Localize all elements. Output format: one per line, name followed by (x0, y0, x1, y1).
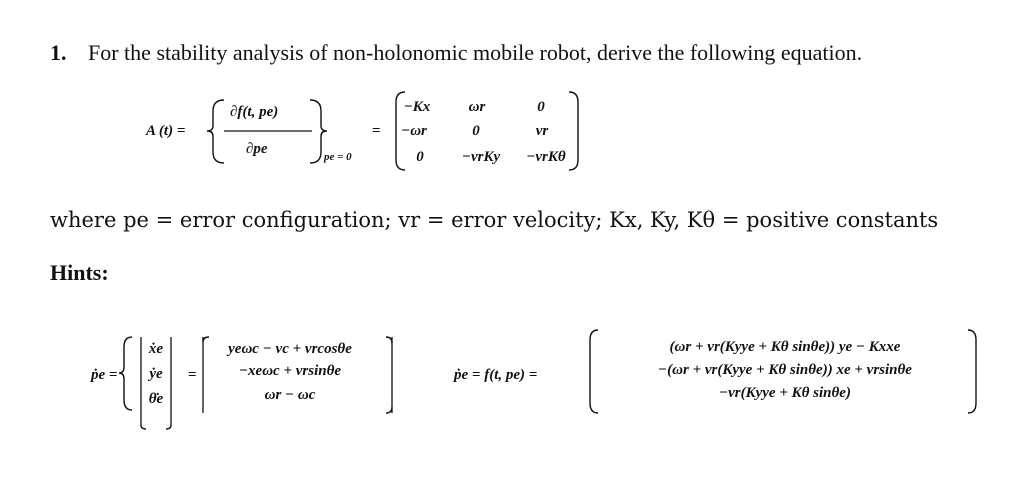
pe-dot-left-brace (119, 337, 132, 410)
kinematics-row-3: ωr − ωc (264, 387, 316, 403)
matrix-a-left-bracket (396, 92, 405, 170)
matrix-a-r1c2: ωr (468, 99, 486, 115)
state-vector-x: ẋe (148, 341, 164, 357)
hints-title: Hints: (50, 260, 109, 285)
f-row-1: (ωr + vr(Kyye + Kθ sinθe)) ye − Kxxe (669, 339, 901, 355)
kinematics-row-2: −xeωc + vrsinθe (238, 363, 342, 379)
f-row-3: −vr(Kyye + Kθ sinθe) (719, 385, 851, 401)
jacobian-right-brace (310, 100, 327, 163)
pe-dot-lhs: ṗe = (91, 367, 118, 383)
matrix-a-r2c2: 0 (472, 123, 480, 139)
jacobian-left-brace (207, 100, 224, 163)
equation-a-lhs: A (t) = (146, 123, 186, 139)
matrix-a-r1c3: 0 (537, 99, 545, 115)
matrix-a-r2c3: vr (535, 123, 549, 139)
matrix-a-r1c1: −Kx (403, 99, 431, 115)
matrix-a-right-bracket (569, 92, 578, 170)
kinematics-row-1: yeωc − vc + vrcosθe (228, 341, 352, 357)
equation-a-equals: = (372, 123, 381, 139)
kinematics-equals: = (188, 367, 197, 383)
state-vector-y: ẏe (149, 366, 163, 382)
matrix-a-r3c1: 0 (416, 149, 424, 165)
f-left-bracket (590, 330, 598, 413)
question-text: For the stability analysis of non-holonomic mobile robot, derive the following equation. (88, 40, 863, 65)
matrix-a-r3c3: −vrKθ (526, 149, 566, 165)
jacobian-subscript: pe = 0 (324, 151, 352, 163)
question-number: 1. (50, 40, 67, 65)
matrix-a-r3c2: −vrKy (461, 149, 501, 165)
f-lhs: ṗe = f(t, pe) = (454, 367, 538, 383)
state-vector-theta: θ̇e (148, 391, 164, 407)
f-row-2: −(ωr + vr(Kyye + Kθ sinθe)) xe + vrsinθe (658, 362, 912, 378)
f-right-bracket (968, 330, 976, 413)
matrix-a-r2c1: −ωr (401, 123, 427, 139)
jacobian-denominator: ∂pe (246, 141, 268, 157)
jacobian-numerator: ∂f(t, pe) (230, 104, 279, 120)
where-definitions: where pe = error configuration; vr = error velocity; Kx, Ky, Kθ = positive constants (50, 208, 939, 232)
